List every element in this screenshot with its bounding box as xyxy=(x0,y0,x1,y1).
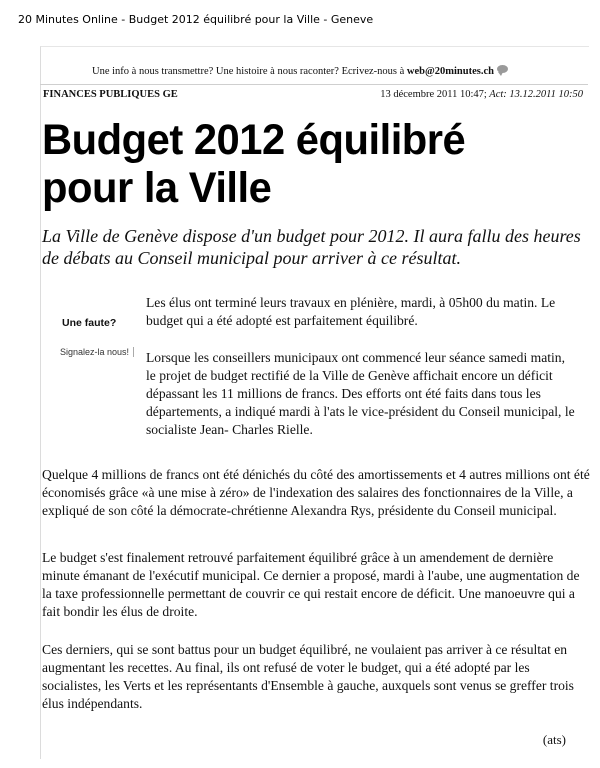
tip-email-link[interactable]: web@20minutes.ch xyxy=(406,66,494,77)
article-dateline xyxy=(380,89,583,100)
updated-date: Act: 13.12.2011 10:50 xyxy=(486,89,583,100)
article-paragraph: Quelque 4 millions de francs ont été dénichés du côté des amortissements et 4 autres millions ont été économisés grâce «à une mise à zéro» de l'indexation des salaires des fonctionnaires de la Ville, a expliqué de son côté la démocrate-chrétienne Alexandra Rys, présidente du Conseil municipal. xyxy=(42,467,590,518)
article-paragraph: Le budget s'est finalement retrouvé parfaitement équilibré grâce à un amendement de dernière minute émanant de l'exécutif municipal. Ce dernier a proposé, mardi à l'aube, une augmentation de la taxe professionnelle permettant de couvrir ce qui restait encore de déficit. Une manoeuvre qui a fait bondir les élus de droite. xyxy=(42,550,580,619)
tip-text: Une info à nous transmettre? Une histoire à nous raconter? Ecrivez-nous à xyxy=(92,66,407,77)
error-question: Une faute? xyxy=(62,317,117,329)
article-paragraph: Les élus ont terminé leurs travaux en plénière, mardi, à 05h00 du matin. Le budget qui a été adopté est parfaitement équilibré. xyxy=(146,295,556,328)
speech-bubble-icon[interactable] xyxy=(497,65,508,73)
report-error-link[interactable]: Signalez-la nous! xyxy=(60,347,134,357)
tip-line xyxy=(92,66,508,77)
article-paragraph: Lorsque les conseillers municipaux ont commencé leur séance samedi matin, le projet de budget rectifié de la Ville de Genève affichait encore un déficit dépassant les 11 millions de francs. Des efforts ont été faits dans tous les départements, a indiqué mardi à l'ats le vice-président du Conseil municipal, le socialiste Jean- Charles Rielle. xyxy=(146,350,575,437)
error-report-box xyxy=(56,312,136,372)
article-paragraph: Ces derniers, qui se sont battus pour un budget équilibré, ne voulaient pas arriver à ce résultat en augmentant les recettes. Au final, ils ont refusé de voter le budget, qui a été adopté par les socialistes, les Verts et les représentants d'Ensemble à gauche, auxquels sont venus se greffer trois élus indépendants. xyxy=(42,642,574,711)
section-label: FINANCES PUBLIQUES GE xyxy=(43,89,178,100)
article-credit: (ats) xyxy=(542,732,566,747)
window-title: 20 Minutes Online - Budget 2012 équilibré pour la Ville - Geneve xyxy=(18,13,374,26)
article-lead: La Ville de Genève dispose d'un budget pour 2012. Il aura fallu des heures de débats au Conseil municipal pour arriver à ce résultat. xyxy=(42,226,581,268)
publish-date: 13 décembre 2011 10:47; xyxy=(380,89,487,100)
article-headline: Budget 2012 équilibré pour la Ville xyxy=(42,116,466,212)
